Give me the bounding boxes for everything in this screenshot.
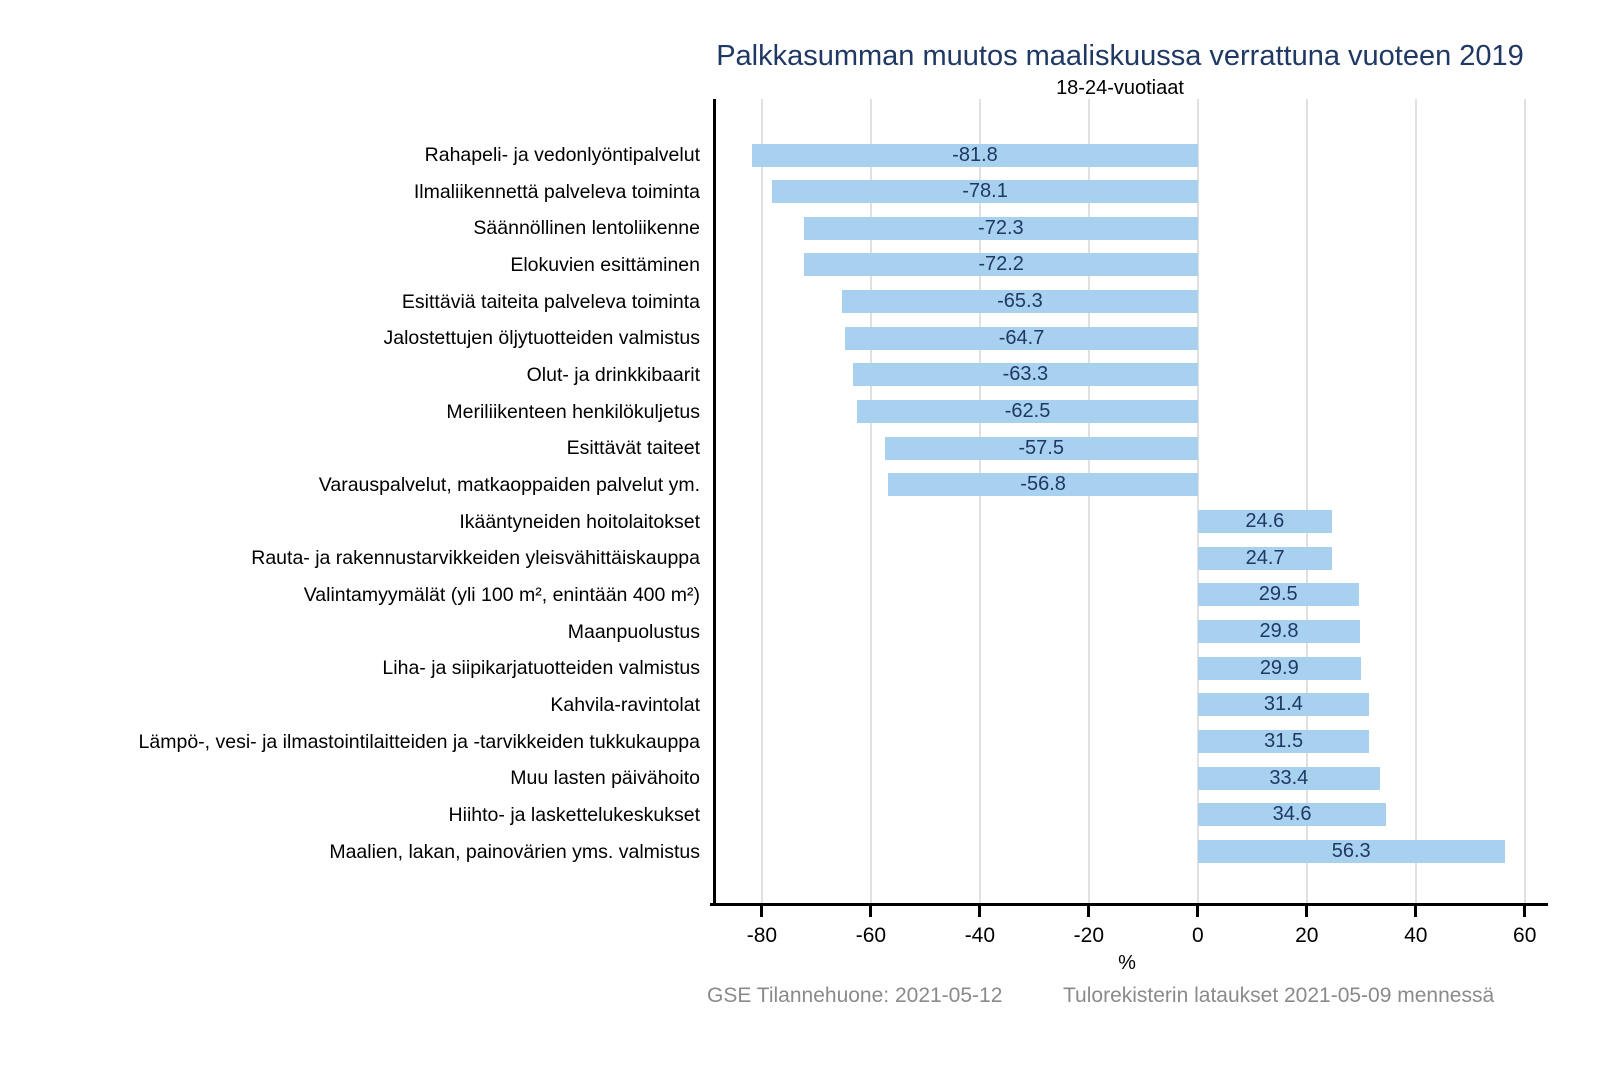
bar-value-label: -65.3 bbox=[997, 290, 1043, 313]
x-tick-label: -60 bbox=[855, 924, 887, 947]
bar-value-label: -81.8 bbox=[952, 143, 998, 166]
category-label: Muu lasten päivähoito bbox=[510, 767, 700, 790]
x-tick-mark bbox=[1414, 906, 1417, 917]
bar-value-label: -78.1 bbox=[962, 180, 1008, 203]
x-tick-label: 20 bbox=[1295, 924, 1319, 947]
category-label: Säännöllinen lentoliikenne bbox=[473, 217, 700, 240]
category-label: Rauta- ja rakennustarvikkeiden yleisvähittäiskauppa bbox=[251, 547, 700, 570]
bar-value-label: -72.3 bbox=[978, 216, 1024, 239]
category-label: Liha- ja siipikarjatuotteiden valmistus bbox=[382, 657, 700, 680]
category-label: Jalostettujen öljytuotteiden valmistus bbox=[383, 327, 700, 350]
category-label: Maalien, lakan, painovärien yms. valmistus bbox=[329, 840, 700, 863]
bar-value-label: 29.9 bbox=[1259, 656, 1299, 679]
category-label: Kahvila-ravintolat bbox=[550, 693, 700, 716]
bar-value-label: -64.7 bbox=[998, 326, 1045, 349]
bar-value-label: 29.5 bbox=[1258, 583, 1298, 606]
bar-value-label: -72.2 bbox=[978, 253, 1024, 276]
x-tick-mark bbox=[1196, 906, 1199, 917]
bar-value-label: -63.3 bbox=[1002, 363, 1049, 386]
x-tick-label: 40 bbox=[1404, 924, 1428, 947]
category-label: Esittäviä taiteita palveleva toiminta bbox=[401, 290, 700, 313]
bar-value-label: 24.7 bbox=[1245, 546, 1285, 569]
category-label: Meriliikenteen henkilökuljetus bbox=[446, 400, 700, 423]
bar-value-label: 34.6 bbox=[1272, 803, 1312, 826]
category-label: Ikääntyneiden hoitolaitokset bbox=[459, 510, 700, 533]
bar-value-label: 31.4 bbox=[1263, 693, 1303, 716]
chart-subtitle: 18-24-vuotiaat bbox=[1056, 77, 1184, 99]
category-label: Esittävät taiteet bbox=[566, 437, 700, 460]
category-label: Olut- ja drinkkibaarit bbox=[526, 363, 700, 386]
x-tick-mark bbox=[1523, 906, 1526, 917]
x-tick-mark bbox=[1305, 906, 1308, 917]
chart-title: Palkkasumman muutos maaliskuussa verrattuna vuoteen 2019 bbox=[716, 40, 1524, 72]
bar-value-label: 24.6 bbox=[1245, 510, 1285, 533]
x-tick-label: -80 bbox=[746, 924, 778, 947]
footer-source: GSE Tilannehuone: 2021-05-12 bbox=[707, 984, 1003, 1007]
x-tick-mark bbox=[1087, 906, 1090, 917]
x-tick-label: 60 bbox=[1513, 924, 1537, 947]
x-tick-mark bbox=[978, 906, 981, 917]
category-label: Varauspalvelut, matkaoppaiden palvelut ym. bbox=[318, 473, 700, 496]
bar-value-label: 31.5 bbox=[1264, 730, 1304, 753]
category-label: Ilmaliikennettä palveleva toiminta bbox=[413, 180, 700, 203]
x-tick-label: -40 bbox=[964, 924, 996, 947]
category-label: Maanpuolustus bbox=[567, 620, 700, 643]
x-tick-label: 0 bbox=[1191, 924, 1204, 947]
bar-value-label: 33.4 bbox=[1269, 766, 1309, 789]
category-label: Valintamyymälät (yli 100 m², enintään 400 m²) bbox=[303, 583, 700, 606]
bar-value-label: 29.8 bbox=[1259, 620, 1299, 643]
bar-value-label: -62.5 bbox=[1004, 400, 1051, 423]
category-label: Elokuvien esittäminen bbox=[510, 253, 700, 276]
x-axis-title: % bbox=[1118, 952, 1136, 974]
category-label: Lämpö-, vesi- ja ilmastointilaitteiden ja -tarvikkeiden tukkukauppa bbox=[138, 730, 700, 753]
x-tick-label: -20 bbox=[1073, 924, 1105, 947]
footer-note: Tulorekisterin lataukset 2021-05-09 mennessä bbox=[1063, 984, 1495, 1007]
bar-value-label: -57.5 bbox=[1018, 436, 1064, 459]
bar-value-label: -56.8 bbox=[1020, 473, 1066, 496]
x-tick-mark bbox=[760, 906, 763, 917]
x-tick-mark bbox=[869, 906, 872, 917]
category-label: Rahapeli- ja vedonlyöntipalvelut bbox=[424, 144, 700, 166]
category-label: Hiihto- ja laskettelukeskukset bbox=[448, 803, 700, 826]
bar-value-label: 56.3 bbox=[1331, 840, 1371, 863]
